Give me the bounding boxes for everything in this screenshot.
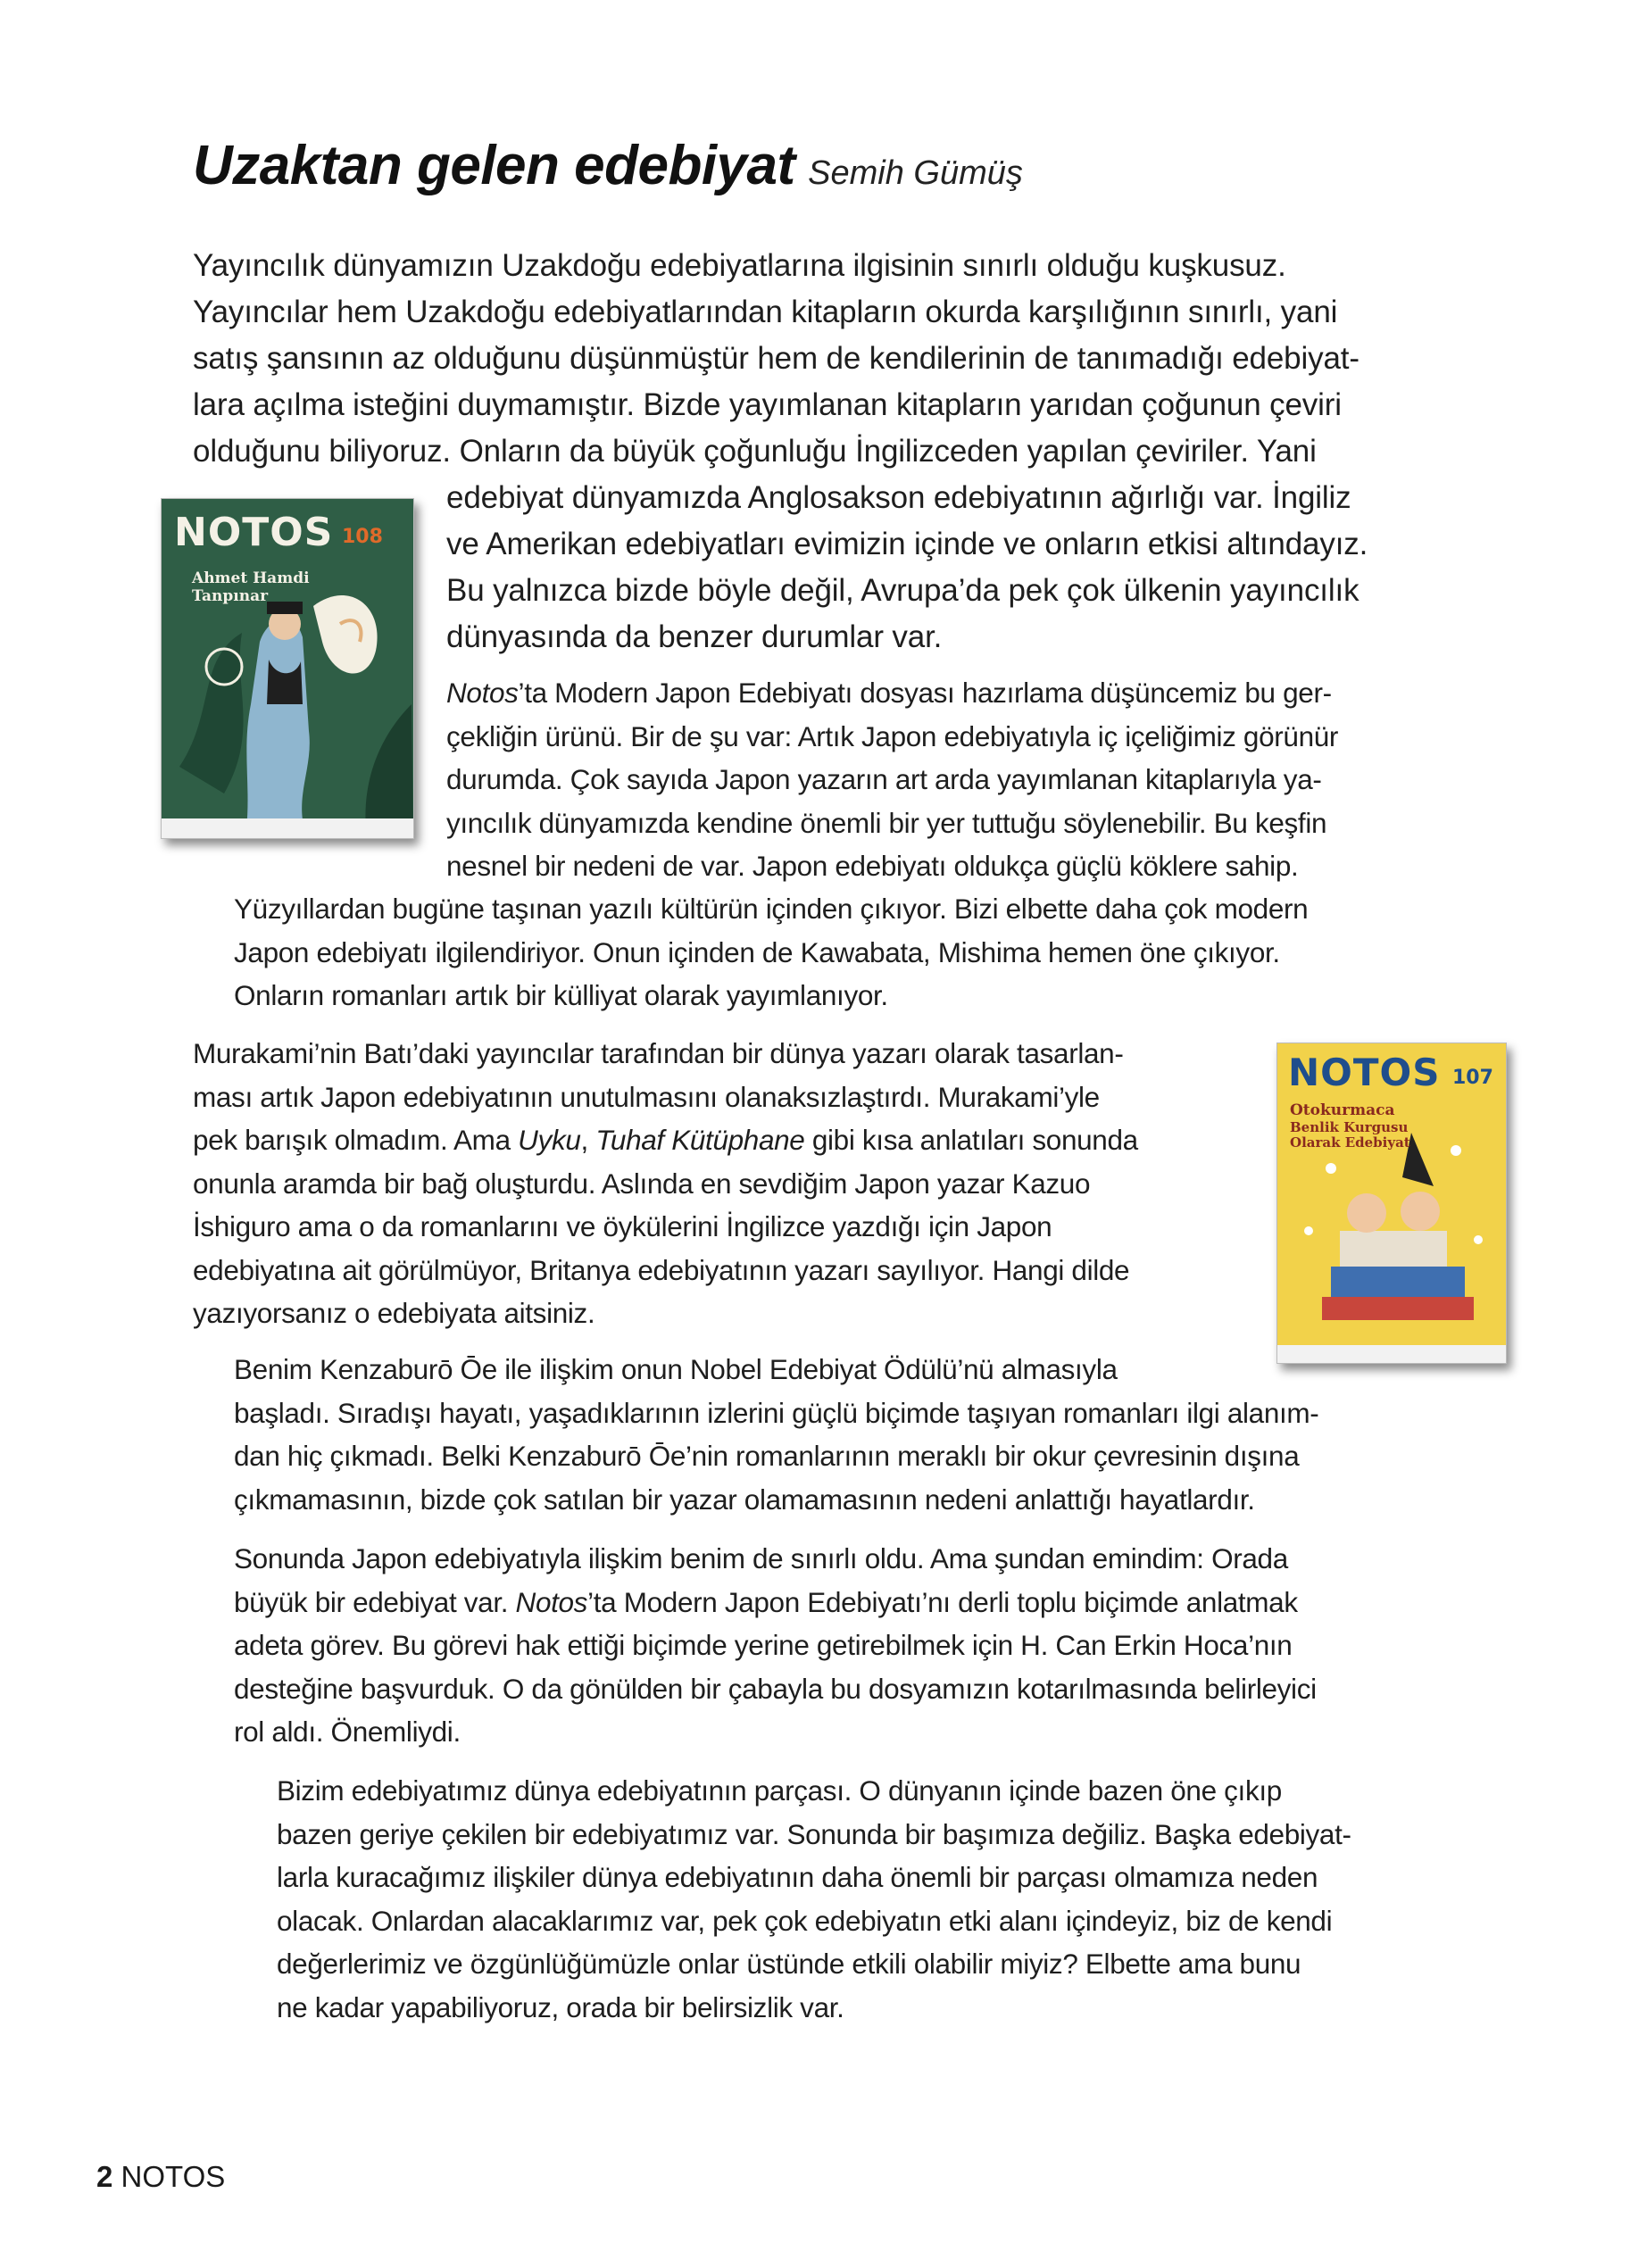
text-line: Sonunda Japon edebiyatıyla ilişkim benim de sınırlı oldu. Ama şundan emindim: Orada [234, 1542, 1288, 1574]
text-line: çıkmamasının, bizde çok satılan bir yazar olamamasının nedeni anlattığı hayatlardır. [234, 1483, 1255, 1516]
paragraph-6 [277, 1769, 1351, 2029]
paragraph-4 [234, 1348, 1318, 1521]
cover-logo: NOTOS [1288, 1051, 1441, 1094]
text-line: adeta görev. Bu görevi hak ettiği biçimde yerine getirebilmek için H. Can Erkin Hoca’nın [234, 1629, 1293, 1661]
text-line: dan hiç çıkmadı. Belki Kenzaburō Ōe’nin romanlarının meraklı bir okur çevresinin dışına [234, 1440, 1300, 1472]
page-footer [96, 2160, 225, 2194]
text-line: ne kadar yapabiliyoruz, orada bir belirsizlik var. [277, 1990, 844, 2023]
paragraph-5 [234, 1537, 1317, 1754]
paragraph-2-continued [234, 887, 1308, 1018]
text-line: Bu yalnızca bizde böyle değil, Avrupa’da pek çok ülkenin yayıncılık [446, 573, 1359, 608]
cover-headline [192, 570, 310, 605]
text-line [234, 1581, 1317, 1624]
cover-issue-number: 108 [342, 526, 383, 548]
cover-headline-line: Benlik Kurgusu [1290, 1118, 1409, 1135]
paragraph-1 [193, 243, 1359, 475]
footer-magazine-name: NOTOS [121, 2160, 226, 2193]
book-title: Tuhaf Kütüphane [595, 1124, 805, 1156]
text-fragment: büyük bir edebiyat var. [234, 1585, 509, 1618]
text-line: larla kuracağımız ilişkiler dünya edebiyatının daha önemli bir parçası olmamıza neden [277, 1861, 1318, 1893]
text-line: desteğine başvurduk. O da gönülden bir çabayla bu dosyamızın kotarılmasında belirleyici [234, 1672, 1317, 1705]
cover-logo: NOTOS [174, 510, 334, 555]
notos-108-cover [161, 498, 414, 839]
text-line: Yüzyıllardan bugüne taşınan yazılı kültürün içinden çıkıyor. Bizi elbette daha çok modern [234, 893, 1309, 925]
cover-headline [1290, 1102, 1410, 1151]
text-line: Murakami’nin Batı’daki yayıncılar tarafından bir dünya yazarı olarak tasarlan- [193, 1037, 1124, 1069]
cover-issue-number: 107 [1452, 1067, 1493, 1089]
text-fragment: pek barışık olmadım. Ama [193, 1124, 511, 1156]
text-line: ve Amerikan edebiyatları evimizin içinde ve onların etkisi altındayız. [446, 527, 1368, 561]
text-line [446, 671, 1338, 715]
text-line: dünyasında da benzer durumlar var. [446, 619, 943, 654]
text-line: bazen geriye çekilen bir edebiyatımız var. Sonunda bir başımıza değiliz. Başka edebiyat- [277, 1817, 1351, 1850]
magazine-name: Notos [515, 1585, 588, 1618]
paragraph-1-continued [446, 475, 1368, 660]
text-line: Benim Kenzaburō Ōe ile ilişkim onun Nobel Edebiyat Ödülü’nü almasıyla [234, 1353, 1118, 1385]
text-line: yıncılık dünyamızda kendine önemli bir yer tuttuğu söylenebilir. Bu keşfin [446, 806, 1327, 839]
article-author: Semih Gümüş [808, 154, 1023, 192]
text-line: Yayıncılar hem Uzakdoğu edebiyatlarından kitapların okurda karşılığının sınırlı, yani [193, 295, 1338, 329]
paragraph-3 [193, 1032, 1138, 1335]
article-heading [193, 134, 1023, 197]
text-line: Japon edebiyatı ilgilendiriyor. Onun içinden de Kawabata, Mishima hemen öne çıkıyor. [234, 935, 1280, 968]
text-line: lara açılma isteğini duymamıştır. Bizde yayımlanan kitapların yarıdan çoğunun çeviri [193, 387, 1342, 422]
text-line: değerlerimiz ve özgünlüğümüzle onlar üstünde etkili olabilir miyiz? Elbette ama bunu [277, 1948, 1301, 1980]
text-line: edebiyat dünyamızda Anglosakson edebiyatının ağırlığı var. İngiliz [446, 480, 1351, 515]
text-line: durumda. Çok sayıda Japon yazarın art arda yayımlanan kitaplarıyla ya- [446, 763, 1322, 795]
notos-107-cover [1276, 1043, 1507, 1364]
cover-headline-line: Olarak Edebiyat [1290, 1134, 1410, 1151]
cover-headline-line: Otokurmaca [1290, 1101, 1395, 1119]
text-line: Bizim edebiyatımız dünya edebiyatının parçası. O dünyanın içinde bazen öne çıkıp [277, 1774, 1282, 1807]
article-title: Uzaktan gelen edebiyat [193, 135, 795, 196]
text-line: olduğunu biliyoruz. Onların da büyük çoğunluğu İngilizceden yapılan çeviriler. Yani [193, 434, 1317, 469]
text-line: yazıyorsanız o edebiyata aitsiniz. [193, 1297, 595, 1329]
text-line: çekliğin ürünü. Bir de şu var: Artık Japon edebiyatıyla iç içeliğimiz görünür [446, 719, 1339, 752]
text-line: ması artık Japon edebiyatının unutulmasını olanaksızlaştırdı. Murakami’yle [193, 1080, 1100, 1113]
magazine-name: Notos [446, 677, 519, 709]
page-number: 2 [96, 2160, 113, 2193]
text-line: edebiyatına ait görülmüyor, Britanya edebiyatının yazarı sayılıyor. Hangi dilde [193, 1253, 1130, 1286]
book-title: Uyku [518, 1124, 581, 1156]
cover-headline-line: Tanpınar [192, 586, 269, 605]
text-line: rol aldı. Önemliydi. [234, 1716, 461, 1748]
text-line: Onların romanları artık bir külliyat olarak yayımlanıyor. [234, 979, 888, 1011]
text-fragment: ’ta Modern Japon Edebiyatı’nı derli toplu biçimde anlatmak [587, 1585, 1298, 1618]
paragraph-2 [446, 671, 1338, 888]
text-line: nesnel bir nedeni de var. Japon edebiyatı oldukça güçlü köklere sahip. [446, 850, 1299, 882]
text-fragment: ’ta Modern Japon Edebiyatı dosyası hazırlama düşüncemiz bu ger- [518, 677, 1332, 709]
text-fragment: gibi kısa anlatıları sonunda [811, 1124, 1138, 1156]
text-line: satış şansının az olduğunu düşünmüştür hem de kendilerinin de tanımadığı edebiyat- [193, 341, 1359, 376]
cover-headline-line: Ahmet Hamdi [192, 569, 310, 587]
text-line: Yayıncılık dünyamızın Uzakdoğu edebiyatlarına ilgisinin sınırlı olduğu kuşkusuz. [193, 248, 1286, 283]
text-line: olacak. Onlardan alacaklarımız var, pek çok edebiyatın etki alanı içindeyiz, biz de kendi [277, 1904, 1333, 1937]
text-line: başladı. Sıradışı hayatı, yaşadıklarının izlerini güçlü biçimde taşıyan romanları ilgi alanım- [234, 1396, 1319, 1429]
text-line [193, 1118, 1138, 1162]
text-line: onunla aramda bir bağ oluşturdu. Aslında en sevdiğim Japon yazar Kazuo [193, 1167, 1091, 1200]
text-line: İshiguro ama o da romanlarını ve öykülerini İngilizce yazdığı için Japon [193, 1210, 1052, 1242]
text-fragment: , [580, 1124, 588, 1156]
